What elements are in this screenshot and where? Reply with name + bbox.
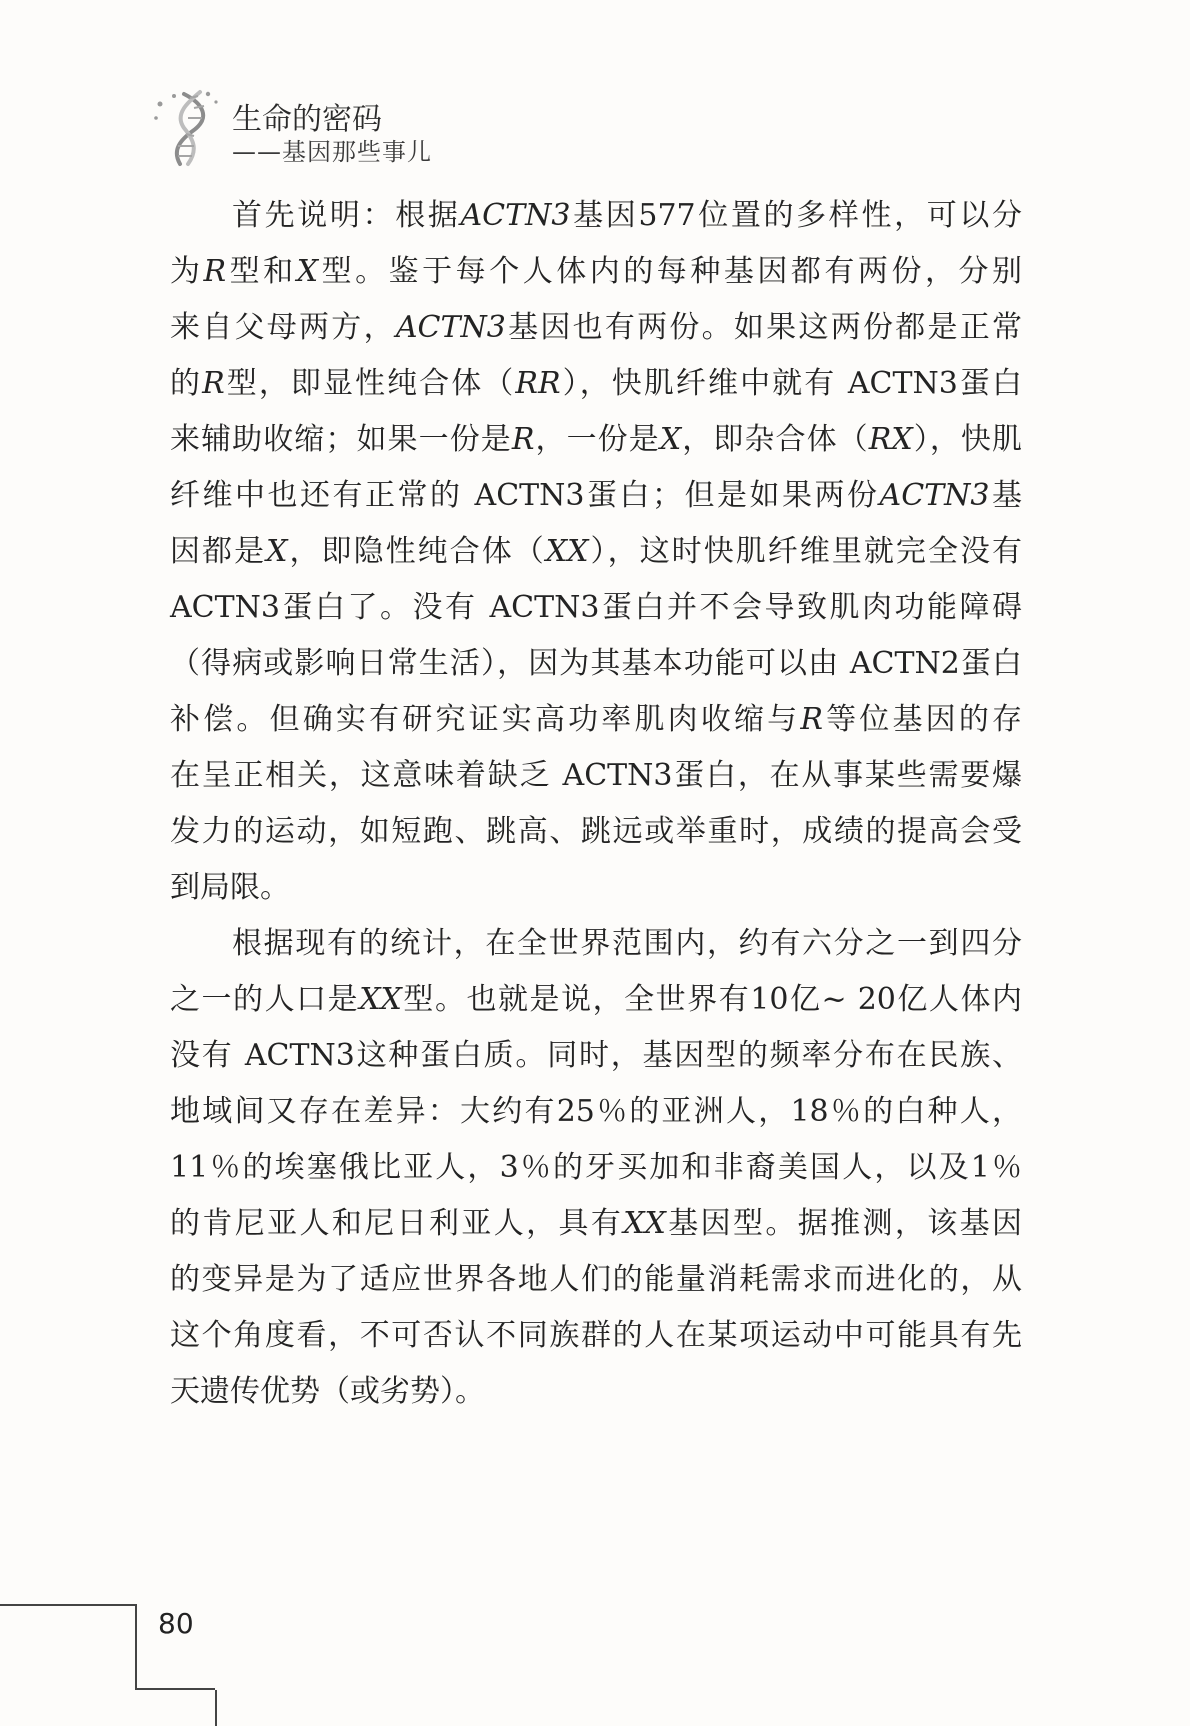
text-line: 发力的运动，如短跑、跳高、跳远或举重时，成绩的提高会受 [170, 814, 1022, 849]
text-line: 来自父母两方，ACTN3基因也有两份。如果这两份都是正常 [170, 310, 1023, 345]
book-subtitle: ——基因那些事儿 [232, 138, 432, 166]
text-line: 补偿。但确实有研究证实高功率肌肉收缩与R等位基因的存 [170, 702, 1023, 737]
text-line: 首先说明：根据ACTN3基因577位置的多样性，可以分 [232, 198, 1022, 233]
text-line: 的肯尼亚人和尼日利亚人，具有XX基因型。据推测，该基因 [170, 1206, 1023, 1241]
text-line: 之一的人口是XX型。也就是说，全世界有10亿~ 20亿人体内 [170, 982, 1022, 1017]
text-line: ACTN3蛋白了。没有 ACTN3蛋白并不会导致肌肉功能障碍 [170, 590, 1022, 625]
book-title: 生命的密码 [232, 102, 382, 137]
text-line: 为R型和X型。鉴于每个人体内的每种基因都有两份，分别 [170, 254, 1023, 289]
text-line: （得病或影响日常生活），因为其基本功能可以由 ACTN2蛋白 [170, 646, 1022, 681]
text-line: 的R型，即显性纯合体（RR），快肌纤维中就有 ACTN3蛋白 [170, 366, 1023, 401]
text-line: 地域间又存在差异：大约有25％的亚洲人，18％的白种人， [170, 1094, 1022, 1129]
text-line: 根据现有的统计，在全世界范围内，约有六分之一到四分 [232, 926, 1022, 961]
text-line: 11％的埃塞俄比亚人，3％的牙买加和非裔美国人，以及1％ [170, 1150, 1022, 1185]
page-number: 80 [158, 1607, 194, 1640]
text-line: 到局限。 [170, 870, 290, 905]
text-line: 没有 ACTN3这种蛋白质。同时，基因型的频率分布在民族、 [170, 1038, 1022, 1073]
text-line: 的变异是为了适应世界各地人们的能量消耗需求而进化的，从 [170, 1262, 1022, 1297]
divider [0, 1604, 135, 1606]
text-line: 这个角度看，不可否认不同族群的人在某项运动中可能具有先 [170, 1318, 1022, 1353]
text-line: 纤维中也还有正常的 ACTN3蛋白；但是如果两份ACTN3基 [170, 478, 1023, 513]
text-line: 在呈正相关，这意味着缺乏 ACTN3蛋白，在从事某些需要爆 [170, 758, 1022, 793]
divider [215, 1690, 217, 1726]
text-line: 因都是X，即隐性纯合体（XX），这时快肌纤维里就完全没有 [170, 534, 1023, 569]
text-line: 来辅助收缩；如果一份是R，一份是X，即杂合体（RX），快肌 [170, 422, 1023, 457]
text-line: 天遗传优势（或劣势）。 [170, 1374, 485, 1409]
